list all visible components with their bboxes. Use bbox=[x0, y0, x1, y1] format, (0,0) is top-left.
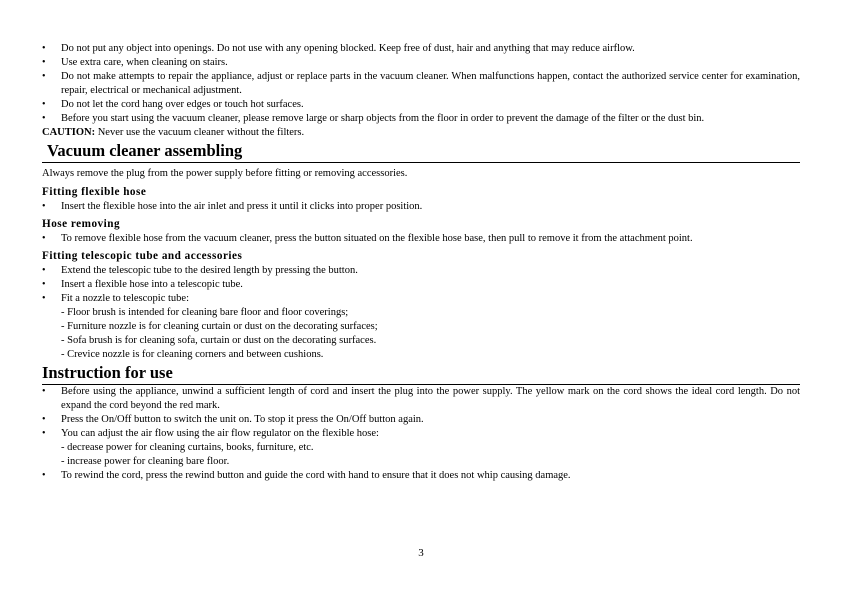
list-item-text: Fit a nozzle to telescopic tube: bbox=[61, 293, 189, 304]
nozzle-list bbox=[61, 306, 800, 362]
section-heading-assembling: Vacuum cleaner assembling bbox=[42, 140, 800, 163]
hose-removing-list bbox=[42, 232, 800, 246]
page-number: 3 bbox=[418, 547, 424, 559]
document-page bbox=[42, 42, 800, 483]
list-item: • Before using the appliance, unwind a sufficient length of cord and insert the plug into the power supply. The yellow mark on the cord shows the ideal cord length. Do not expand the cord beyond the red mark. bbox=[42, 385, 800, 413]
caution-label: CAUTION: bbox=[42, 127, 96, 138]
nozzle-item: - Sofa brush is for cleaning sofa, curtain or dust on the decorating surfaces. bbox=[61, 334, 800, 348]
list-item: • Do not let the cord hang over edges or touch hot surfaces. bbox=[42, 98, 800, 112]
caution-note bbox=[42, 126, 800, 140]
caution-text: Never use the vacuum cleaner without the filters. bbox=[95, 127, 305, 138]
list-item: • To remove flexible hose from the vacuum cleaner, press the button situated on the flexible hose base, then pull to remove it from the attachment point. bbox=[42, 232, 800, 246]
nozzle-item: - Crevice nozzle is for cleaning corners and between cushions. bbox=[61, 348, 800, 362]
list-item: • Do not put any object into openings. Do not use with any opening blocked. Keep free of dust, hair and anything that may reduce airflow. bbox=[42, 42, 800, 56]
list-item: • To rewind the cord, press the rewind button and guide the cord with hand to ensure that it does not whip causing damage. bbox=[42, 469, 800, 483]
nozzle-item: - Furniture nozzle is for cleaning curtain or dust on the decorating surfaces; bbox=[61, 320, 800, 334]
nozzle-item: - Floor brush is intended for cleaning bare floor and floor coverings; bbox=[61, 306, 800, 320]
safety-list bbox=[42, 42, 800, 126]
power-note: - decrease power for cleaning curtains, books, furniture, etc. bbox=[61, 442, 314, 453]
list-item: • Do not make attempts to repair the appliance, adjust or replace parts in the vacuum cleaner. When malfunctions happen, contact the authorized service center for examination, repair, electrical or mechanical adjustment. bbox=[42, 70, 800, 98]
fitting-hose-list bbox=[42, 200, 800, 214]
power-note: - increase power for cleaning bare floor. bbox=[61, 456, 230, 467]
list-item: • Insert a flexible hose into a telescopic tube. bbox=[42, 278, 800, 292]
list-item: • Extend the telescopic tube to the desired length by pressing the button. bbox=[42, 264, 800, 278]
instructions-list bbox=[42, 385, 800, 483]
list-item: • Press the On/Off button to switch the unit on. To stop it press the On/Off button again. bbox=[42, 413, 800, 427]
subheading-fitting-hose: Fitting flexible hose bbox=[42, 186, 147, 198]
list-item-text: You can adjust the air flow using the air flow regulator on the flexible hose: bbox=[61, 428, 379, 439]
section-heading-instructions: Instruction for use bbox=[42, 362, 800, 385]
list-item bbox=[42, 427, 800, 469]
list-item bbox=[42, 292, 800, 362]
list-item: • Use extra care, when cleaning on stairs. bbox=[42, 56, 800, 70]
list-item: • Insert the flexible hose into the air inlet and press it until it clicks into proper position. bbox=[42, 200, 800, 214]
subheading-telescopic: Fitting telescopic tube and accessories bbox=[42, 250, 243, 262]
telescopic-list bbox=[42, 264, 800, 362]
assembly-intro: Always remove the plug from the power supply before fitting or removing accessories. bbox=[42, 168, 408, 179]
list-item: • Before you start using the vacuum cleaner, please remove large or sharp objects from the floor in order to prevent the damage of the filter or the dust bin. bbox=[42, 112, 800, 126]
subheading-hose-removing: Hose removing bbox=[42, 218, 121, 230]
